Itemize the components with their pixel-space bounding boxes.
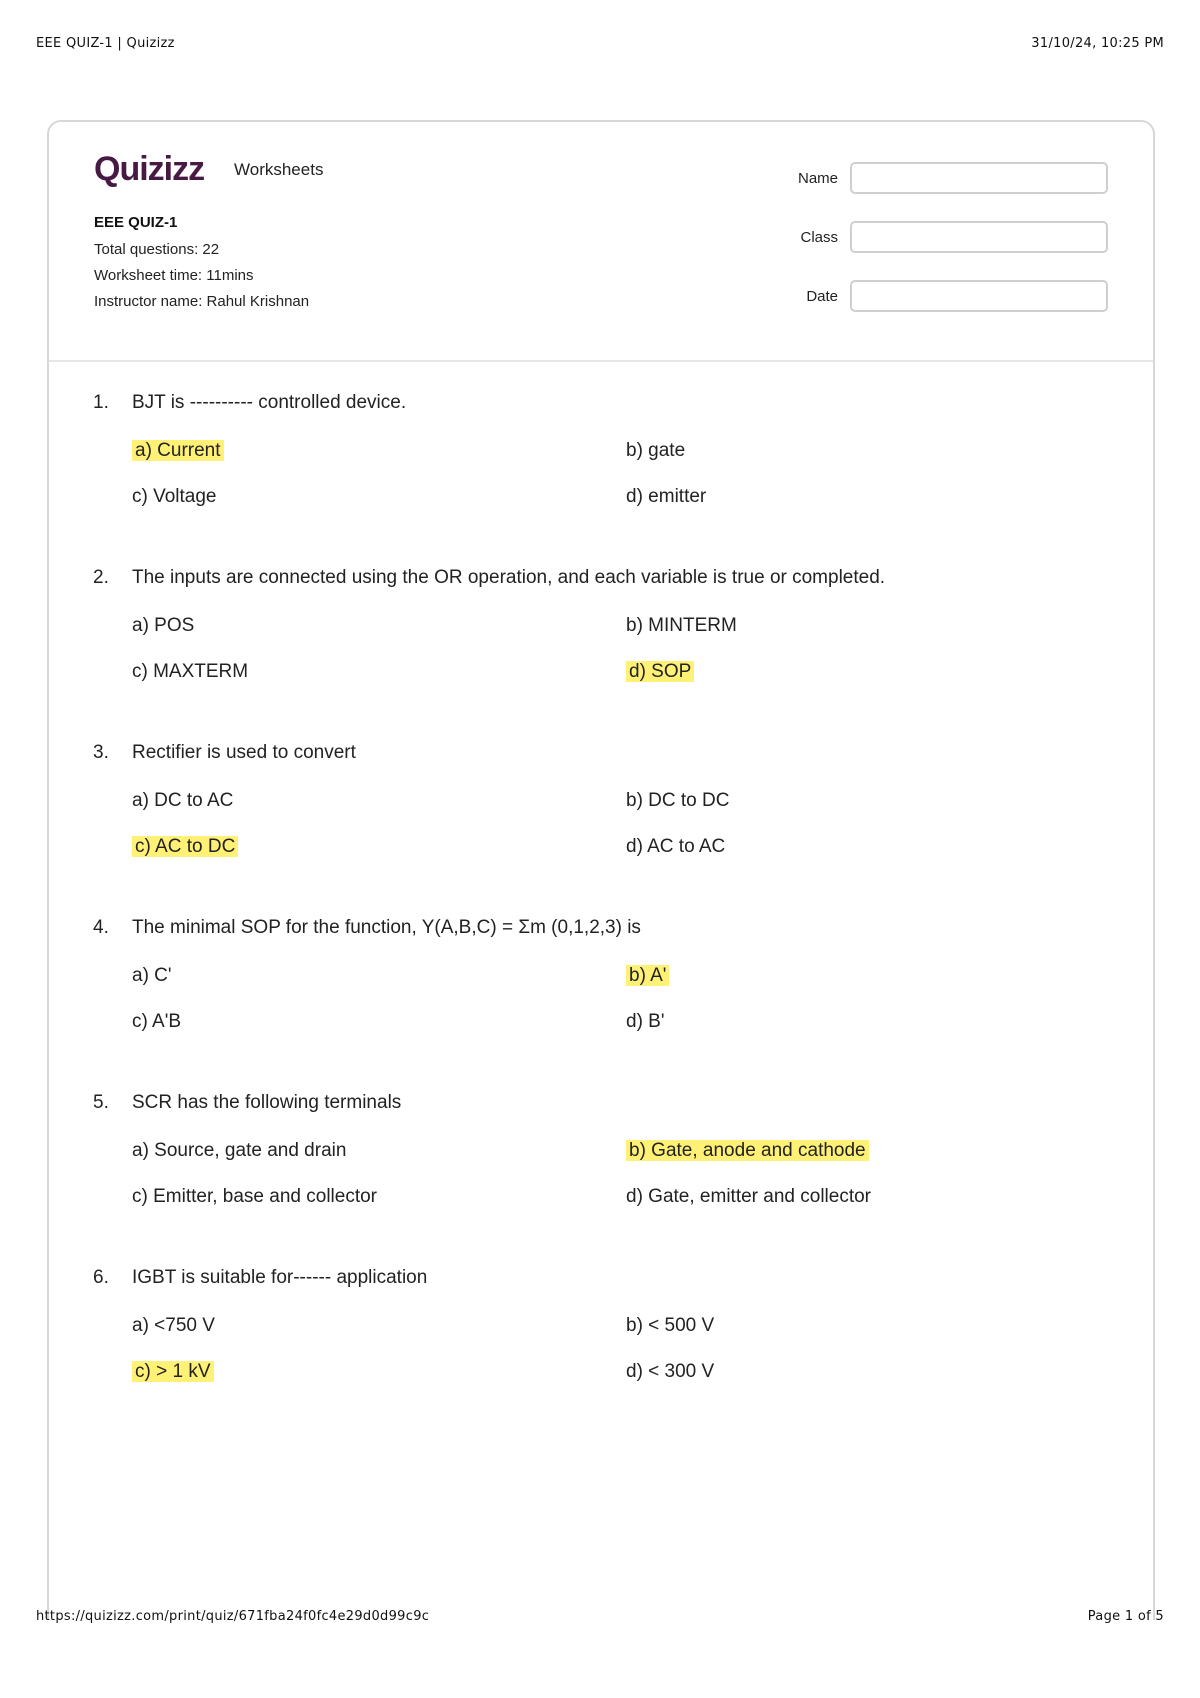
question-number: 2. xyxy=(93,567,109,588)
option-text: a) DC to AC xyxy=(132,790,234,811)
answer-options xyxy=(132,961,1113,1037)
question-prompt: IGBT is suitable for------ application xyxy=(132,1267,428,1288)
name-row xyxy=(768,160,1108,196)
option-text: a) Source, gate and drain xyxy=(132,1140,347,1161)
date-label: Date xyxy=(806,287,838,305)
answer-option-correct xyxy=(132,436,626,466)
answer-option xyxy=(626,1007,1113,1037)
answer-option xyxy=(132,1007,626,1037)
option-text: b) gate xyxy=(626,440,686,461)
question xyxy=(93,1092,1113,1212)
option-text: b) Gate, anode and cathode xyxy=(626,1140,869,1161)
question-text xyxy=(93,567,1113,589)
answer-option xyxy=(626,1357,1113,1387)
answer-option xyxy=(626,436,1113,466)
option-text: b) DC to DC xyxy=(626,790,730,811)
date-row xyxy=(768,278,1108,314)
answer-options xyxy=(132,786,1113,862)
print-header-timestamp: 31/10/24, 10:25 PM xyxy=(1031,36,1164,51)
answer-option xyxy=(626,832,1113,862)
answer-option-correct xyxy=(626,961,1113,991)
answer-option xyxy=(132,1311,626,1341)
answer-option-correct xyxy=(132,1357,626,1387)
answer-option xyxy=(132,961,626,991)
answer-option xyxy=(132,1182,626,1212)
answer-option xyxy=(132,657,626,687)
print-footer xyxy=(36,1609,1164,1624)
instructor-name: Instructor name: Rahul Krishnan xyxy=(94,293,310,310)
question-text xyxy=(93,1092,1113,1114)
question-text xyxy=(93,917,1113,939)
answer-option xyxy=(626,786,1113,816)
answer-option-correct xyxy=(132,832,626,862)
answer-option xyxy=(626,1311,1113,1341)
question-prompt: The inputs are connected using the OR operation, and each variable is true or completed. xyxy=(132,567,886,588)
quizizz-logo-icon xyxy=(94,150,214,190)
option-text: a) Current xyxy=(132,440,224,461)
answer-option xyxy=(132,482,626,512)
question xyxy=(93,917,1113,1037)
name-label: Name xyxy=(797,169,838,187)
option-text: c) MAXTERM xyxy=(132,661,249,682)
option-text: a) <750 V xyxy=(132,1315,215,1336)
print-footer-url: https://quizizz.com/print/quiz/671fba24f0fc4e29d0d99c9c xyxy=(36,1609,430,1624)
quiz-info xyxy=(94,214,309,319)
option-text: d) < 300 V xyxy=(626,1361,715,1382)
option-text: c) AC to DC xyxy=(132,836,238,857)
answer-option xyxy=(132,786,626,816)
question-text xyxy=(93,742,1113,764)
date-input[interactable] xyxy=(850,280,1108,312)
question xyxy=(93,567,1113,687)
option-text: b) < 500 V xyxy=(626,1315,715,1336)
answer-option-correct xyxy=(626,657,1113,687)
option-text: c) > 1 kV xyxy=(132,1361,214,1382)
question-text xyxy=(93,1267,1113,1289)
question-number: 6. xyxy=(93,1267,109,1288)
student-fields xyxy=(768,160,1108,337)
option-text: d) SOP xyxy=(626,661,694,682)
option-text: a) POS xyxy=(132,615,195,636)
answer-options xyxy=(132,1136,1113,1212)
answer-options xyxy=(132,611,1113,687)
worksheet-time: Worksheet time: 11mins xyxy=(94,267,254,284)
name-input[interactable] xyxy=(850,162,1108,194)
question xyxy=(93,1267,1113,1387)
question-prompt: SCR has the following terminals xyxy=(132,1092,402,1113)
class-label: Class xyxy=(800,228,838,246)
question-number: 4. xyxy=(93,917,109,938)
worksheets-label: Worksheets xyxy=(234,160,324,179)
option-text: c) A'B xyxy=(132,1011,182,1032)
quiz-title: EEE QUIZ-1 xyxy=(94,214,178,231)
answer-options xyxy=(132,436,1113,512)
answer-option xyxy=(626,1182,1113,1212)
question xyxy=(93,742,1113,862)
class-row xyxy=(768,219,1108,255)
question-prompt: BJT is ---------- controlled device. xyxy=(132,392,407,413)
option-text: c) Voltage xyxy=(132,486,217,507)
total-questions: Total questions: 22 xyxy=(94,241,220,258)
print-footer-page: Page 1 of 5 xyxy=(1087,1609,1164,1624)
answer-option xyxy=(132,1136,626,1166)
option-text: a) C' xyxy=(132,965,172,986)
option-text: b) A' xyxy=(626,965,669,986)
option-text: d) Gate, emitter and collector xyxy=(626,1186,871,1207)
print-header xyxy=(36,36,1164,51)
quizizz-logo xyxy=(94,150,323,190)
worksheet-header xyxy=(49,122,1153,362)
option-text: c) Emitter, base and collector xyxy=(132,1186,377,1207)
question-text xyxy=(93,392,1113,414)
answer-option xyxy=(626,611,1113,641)
worksheet xyxy=(47,120,1155,1620)
answer-options xyxy=(132,1311,1113,1387)
option-text: b) MINTERM xyxy=(626,615,737,636)
question xyxy=(93,392,1113,512)
answer-option xyxy=(132,611,626,641)
answer-option xyxy=(626,482,1113,512)
svg-text:Quizizz: Quizizz xyxy=(94,150,205,188)
question-prompt: The minimal SOP for the function, Y(A,B,C) = Σm (0,1,2,3) is xyxy=(132,917,641,938)
option-text: d) emitter xyxy=(626,486,707,507)
option-text: d) AC to AC xyxy=(626,836,726,857)
class-input[interactable] xyxy=(850,221,1108,253)
print-header-title: EEE QUIZ-1 | Quizizz xyxy=(36,36,175,51)
question-number: 1. xyxy=(93,392,109,413)
answer-option-correct xyxy=(626,1136,1113,1166)
question-prompt: Rectifier is used to convert xyxy=(132,742,356,763)
question-number: 5. xyxy=(93,1092,109,1113)
question-number: 3. xyxy=(93,742,109,763)
question-list xyxy=(93,392,1113,1442)
option-text: d) B' xyxy=(626,1011,665,1032)
